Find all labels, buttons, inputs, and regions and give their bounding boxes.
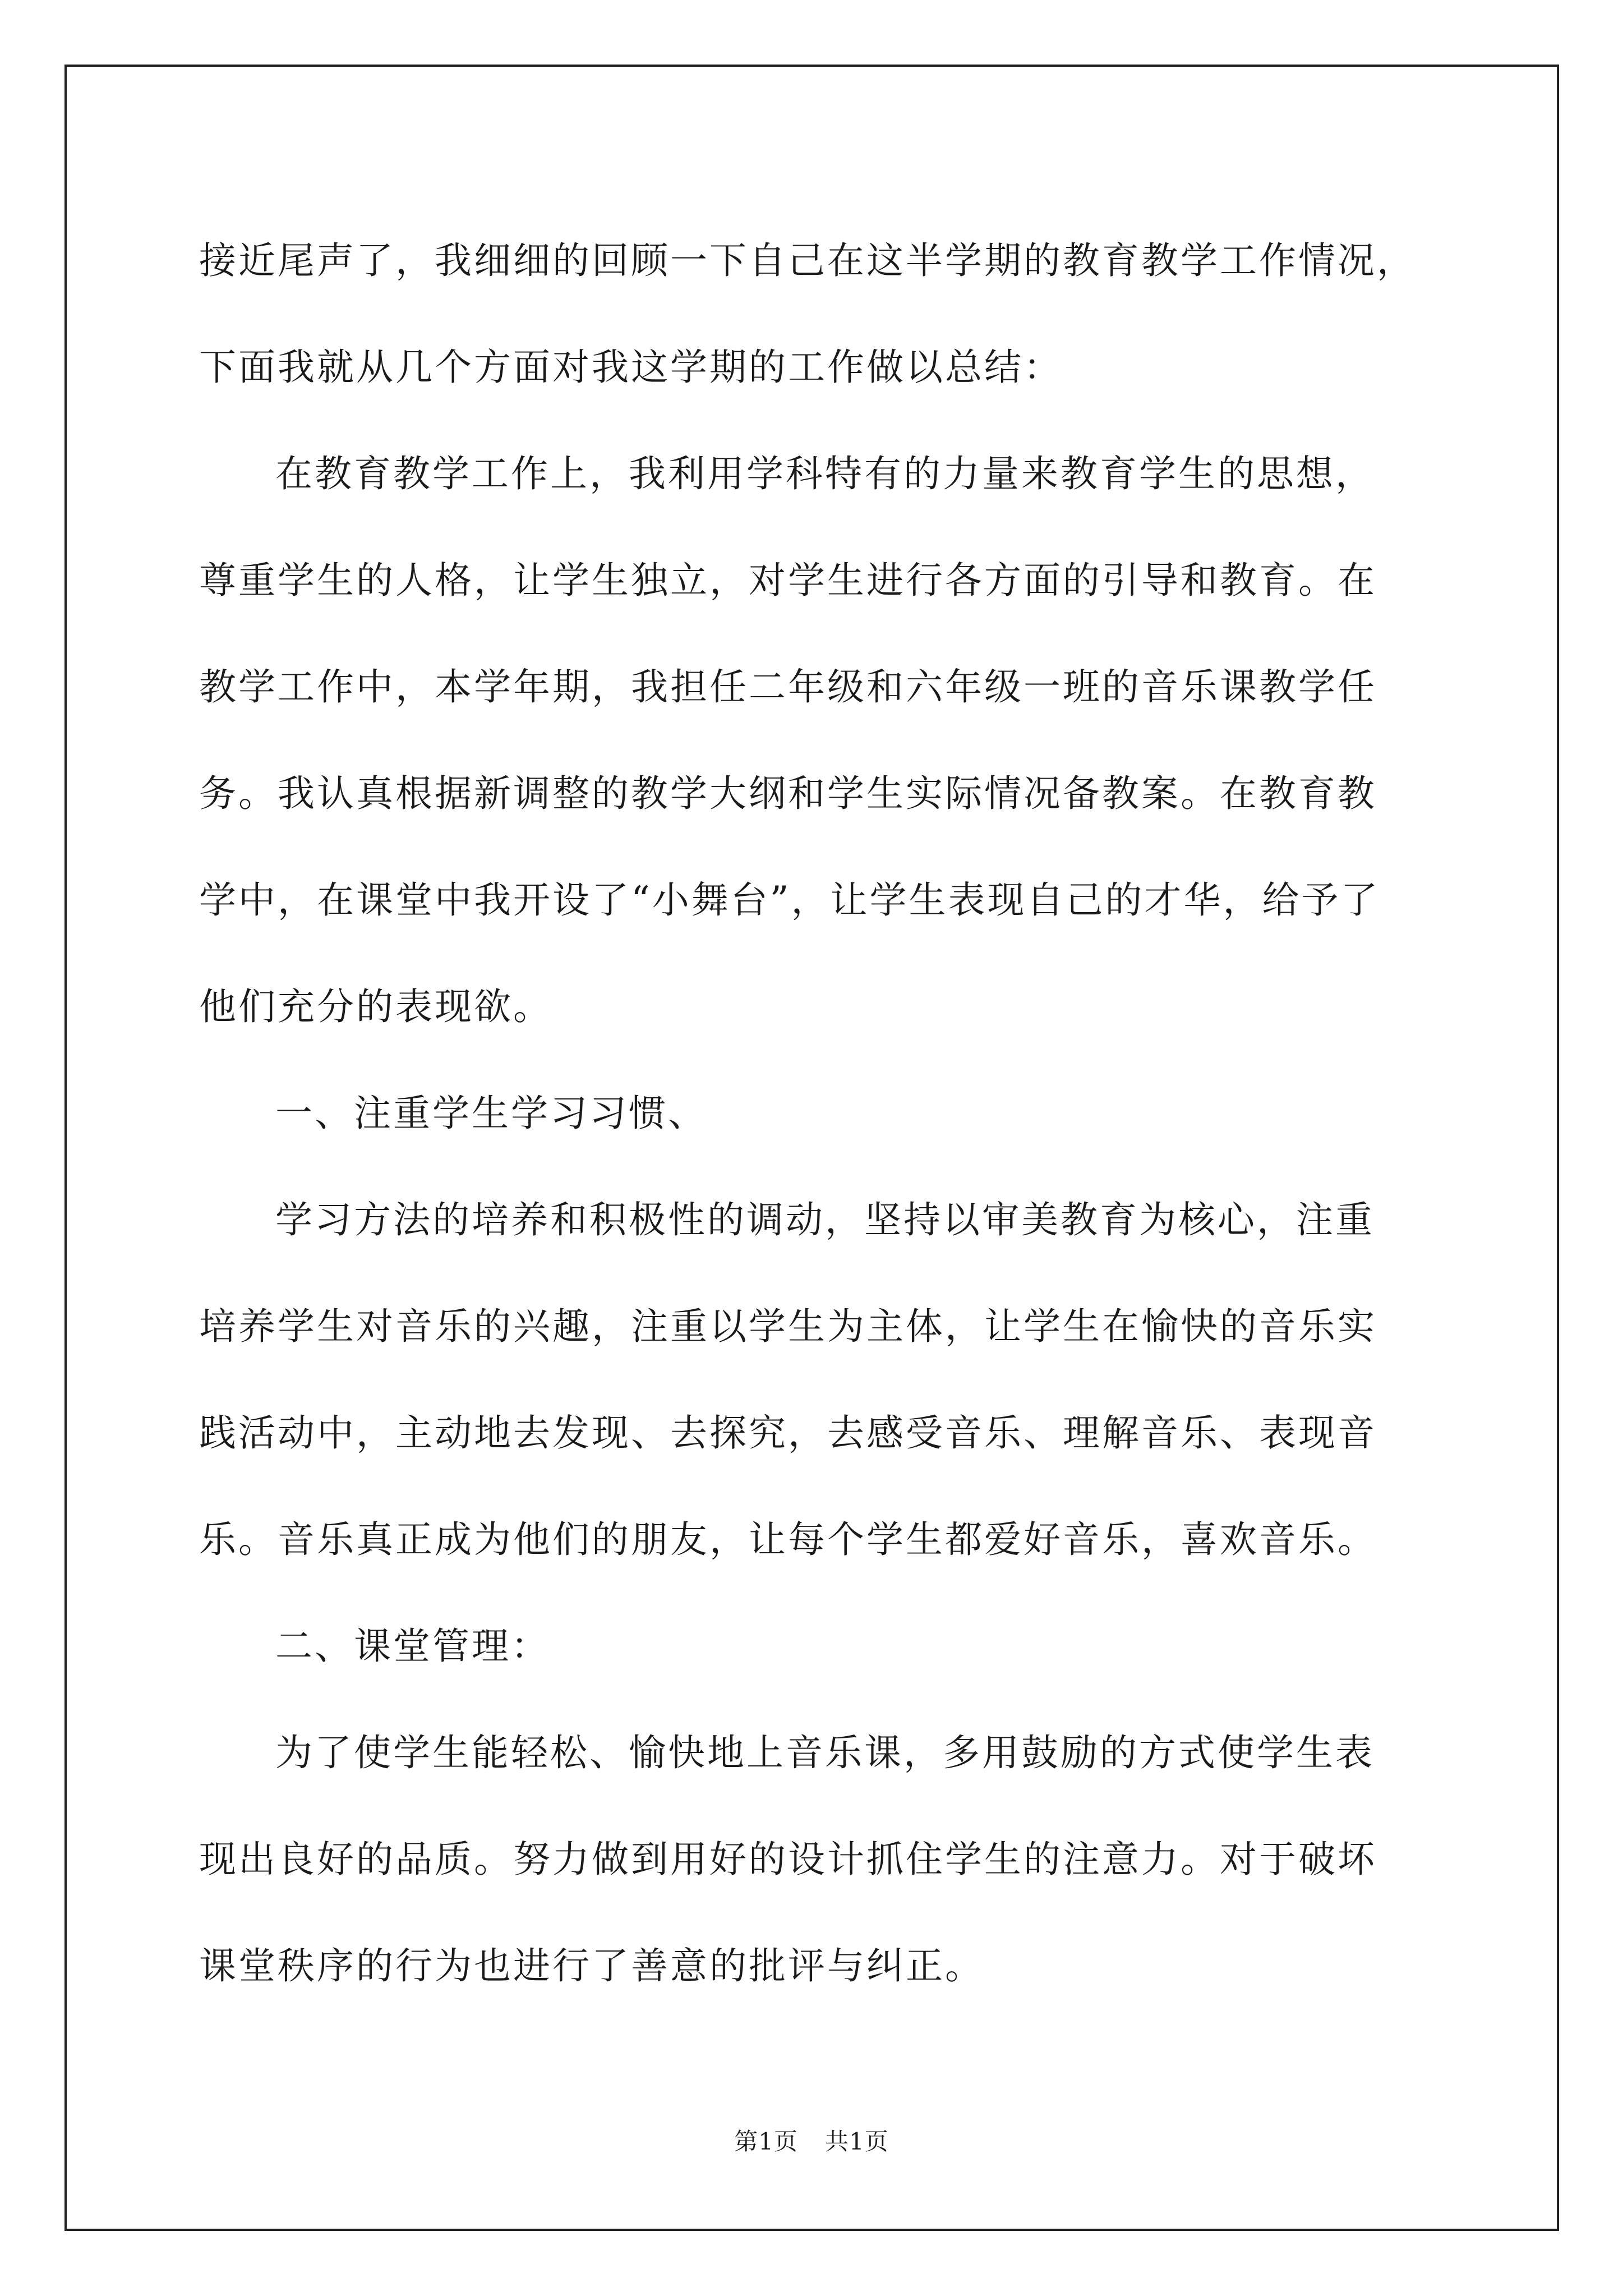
text-line: 为了使学生能轻松、愉快地上音乐课，多用鼓励的方式使学生表	[275, 1731, 1375, 1774]
page-number: 第1页	[734, 2128, 798, 2155]
text-line: 尊重学生的人格，让学生独立，对学生进行各方面的引导和教育。在	[199, 559, 1377, 602]
page-total: 共1页	[825, 2128, 889, 2155]
text-line: 践活动中，主动地去发现、去探究，去感受音乐、理解音乐、表现音	[199, 1411, 1377, 1455]
text-line: 接近尾声了，我细细的回顾一下自己在这半学期的教育教学工作情况，	[199, 239, 1416, 282]
page-footer	[0, 2125, 1623, 2159]
text-line: 下面我就从几个方面对我这学期的工作做以总结：	[199, 346, 1063, 389]
text-line: 现出良好的品质。努力做到用好的设计抓住学生的注意力。对于破坏	[199, 1838, 1377, 1881]
section-heading: 二、课堂管理：	[275, 1625, 550, 1668]
text-line: 乐。音乐真正成为他们的朋友，让每个学生都爱好音乐，喜欢音乐。	[199, 1518, 1377, 1561]
text-line: 课堂秩序的行为也进行了善意的批评与纠正。	[199, 1944, 984, 1987]
text-line: 务。我认真根据新调整的教学大纲和学生实际情况备教案。在教育教	[199, 772, 1377, 815]
text-line: 他们充分的表现欲。	[199, 985, 552, 1028]
text-line: 学中，在课堂中我开设了“小舞台”，让学生表现自己的才华，给予了	[199, 878, 1380, 922]
document-body	[199, 208, 1433, 2019]
text-line: 培养学生对音乐的兴趣，注重以学生为主体，让学生在愉快的音乐实	[199, 1305, 1377, 1348]
text-line: 在教育教学工作上，我利用学科特有的力量来教育学生的思想，	[275, 452, 1375, 495]
text-line: 教学工作中，本学年期，我担任二年级和六年级一班的音乐课教学任	[199, 665, 1377, 708]
text-line: 学习方法的培养和积极性的调动，坚持以审美教育为核心，注重	[275, 1198, 1375, 1241]
section-heading: 一、注重学生学习习惯、	[275, 1092, 707, 1135]
